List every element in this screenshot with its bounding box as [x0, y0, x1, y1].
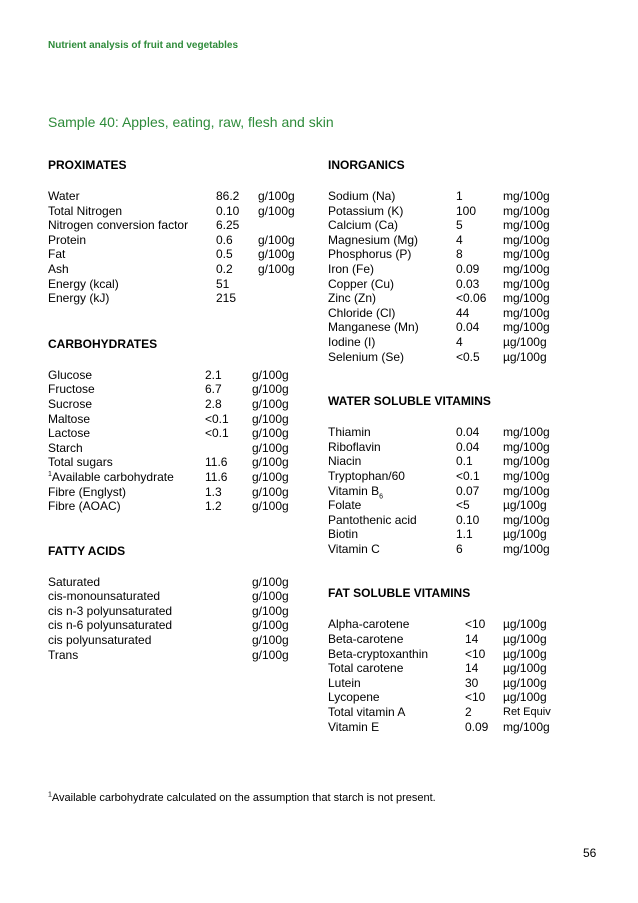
nutrient-name: [328, 469, 405, 484]
footnote-marker: 1: [48, 791, 52, 799]
table-row: [328, 189, 593, 204]
footnote-ref: 1: [48, 470, 52, 478]
nutrient-name: [328, 204, 403, 219]
table-row: [48, 455, 313, 470]
nutrient-name-text: Water: [48, 189, 80, 203]
nutrient-name: [48, 189, 80, 204]
table-row: [48, 368, 313, 383]
nutrient-name: [328, 262, 374, 277]
nutrient-value: 0.04: [456, 425, 480, 440]
nutrient-value: 14: [465, 661, 479, 676]
nutrient-value: <10: [465, 617, 486, 632]
nutrient-unit: g/100g: [252, 411, 289, 426]
nutrient-name-text: cis polyunsaturated: [48, 633, 152, 648]
table-row: [328, 720, 593, 735]
nutrient-value: <10: [465, 690, 486, 705]
table-row: [328, 306, 593, 321]
nutrient-name-text: Zinc (Zn): [328, 291, 376, 306]
nutrient-unit: mg/100g: [503, 719, 550, 734]
nutrient-name-text: Phosphorus (P): [328, 247, 412, 262]
table-row: [328, 247, 593, 262]
table-row: [48, 648, 313, 663]
nutrient-value: 6: [456, 541, 463, 556]
nutrient-unit: mg/100g: [503, 305, 550, 320]
nutrient-name-text: Biotin: [328, 527, 359, 542]
footnote-text: Available carbohydrate calculated on the assumption that starch is not present.: [51, 792, 436, 804]
nutrient-name: [48, 397, 92, 412]
table-row: [48, 633, 313, 648]
nutrient-name-text: Vitamin C: [328, 541, 380, 556]
nutrient-name: [328, 291, 376, 306]
table-row: [48, 575, 313, 590]
table-row: [328, 469, 593, 484]
table-row: [48, 470, 313, 485]
nutrient-name: [328, 277, 394, 292]
nutrient-value: 6.7: [205, 382, 222, 397]
table-row: [328, 425, 593, 440]
table-row: [48, 604, 313, 619]
nutrient-name-text: Iron (Fe): [328, 261, 375, 276]
table-row: [328, 676, 593, 691]
nutrient-value: 0.10: [456, 512, 480, 527]
nutrient-name-text: Niacin: [328, 454, 362, 469]
nutrient-value: 30: [465, 675, 479, 690]
nutrient-name-text: Trans: [48, 647, 79, 662]
page-number: 56: [583, 846, 597, 860]
nutrient-name-text: Available carbohydrate: [51, 469, 174, 484]
nutrient-name: [328, 705, 405, 720]
nutrient-value: 0.10: [216, 203, 240, 218]
table-row: [328, 513, 593, 528]
nutrient-name: [328, 647, 428, 662]
nutrient-name-text: Nitrogen conversion factor: [48, 218, 189, 233]
nutrient-name-text: Starch: [48, 440, 83, 455]
nutrient-name: [48, 204, 122, 219]
nutrient-name-text: Maltose: [48, 411, 91, 426]
table-row: [328, 542, 593, 557]
nutrient-value: 1.2: [205, 499, 222, 514]
nutrient-name: [48, 455, 113, 470]
nutrient-name-text: Iodine (I): [328, 334, 376, 349]
table-row: [48, 247, 313, 262]
nutrient-name: [48, 575, 100, 590]
nutrient-name-text: Protein: [48, 232, 87, 247]
table-row: [328, 350, 593, 365]
nutrient-unit: g/100g: [252, 469, 289, 484]
nutrient-name-text: Fat: [48, 247, 66, 262]
table-row: [328, 661, 593, 676]
nutrient-name-text: Sucrose: [48, 396, 93, 411]
nutrient-unit: µg/100g: [503, 690, 547, 705]
nutrient-value: 0.5: [216, 247, 233, 262]
inorganics-table: [328, 189, 593, 364]
nutrient-value: <5: [456, 498, 470, 513]
nutrient-unit: mg/100g: [503, 512, 550, 527]
nutrient-value: 0.07: [456, 483, 480, 498]
nutrient-name-text: Chloride (Cl): [328, 305, 396, 320]
nutrient-name: [48, 604, 172, 619]
nutrient-name-text: Total vitamin A: [328, 705, 406, 720]
nutrient-unit: µg/100g: [503, 646, 547, 661]
nutrient-name-text: Potassium (K): [328, 203, 404, 218]
nutrient-value: 4: [456, 232, 463, 247]
fat-soluble-vitamins-table: [328, 617, 593, 734]
table-row: [48, 277, 313, 292]
table-row: [48, 499, 313, 514]
nutrient-name-text: Riboflavin: [328, 439, 381, 454]
nutrient-name-text: Energy (kJ): [48, 291, 110, 306]
nutrient-name: [48, 633, 151, 648]
nutrient-name: [328, 218, 398, 233]
table-row: [48, 618, 313, 633]
table-row: [328, 320, 593, 335]
nutrient-value: 2: [465, 705, 472, 720]
nutrient-name-text: Alpha-carotene: [328, 617, 410, 632]
table-row: [328, 454, 593, 469]
table-row: [48, 589, 313, 604]
nutrient-name: [328, 720, 379, 735]
nutrient-unit: g/100g: [258, 232, 295, 247]
nutrient-name-text: Fibre (Englyst): [48, 484, 127, 499]
table-row: [48, 441, 313, 456]
nutrient-name-text: Folate: [328, 498, 362, 513]
table-row: [328, 527, 593, 542]
table-row: [328, 277, 593, 292]
nutrient-name: [48, 470, 174, 485]
nutrient-unit: mg/100g: [503, 320, 550, 335]
nutrient-value: 0.09: [456, 261, 480, 276]
table-row: [328, 262, 593, 277]
nutrient-name-text: Thiamin: [328, 425, 371, 440]
table-row: [328, 498, 593, 513]
nutrient-value: 100: [456, 203, 477, 218]
nutrient-unit: mg/100g: [503, 483, 550, 498]
nutrient-unit: µg/100g: [503, 334, 547, 349]
nutrient-name-text: Beta-cryptoxanthin: [328, 646, 429, 661]
nutrient-unit: mg/100g: [503, 189, 550, 203]
nutrient-unit: g/100g: [252, 574, 289, 589]
nutrient-unit: g/100g: [252, 484, 289, 499]
nutrient-name: [328, 661, 403, 676]
nutrient-name: [328, 335, 375, 350]
nutrient-unit: g/100g: [252, 499, 289, 514]
nutrient-unit: µg/100g: [503, 632, 547, 647]
nutrient-name: [48, 485, 126, 500]
nutrient-name-text: Vitamin B: [328, 483, 380, 498]
sample-title: Sample 40: Apples, eating, raw, flesh and skin: [48, 114, 334, 130]
nutrient-value: <0.1: [456, 468, 480, 483]
nutrient-value: 0.2: [216, 261, 233, 276]
table-row: [48, 485, 313, 500]
nutrient-unit: mg/100g: [503, 439, 550, 454]
nutrient-unit: g/100g: [252, 589, 289, 604]
nutrient-value: 14: [465, 632, 479, 647]
nutrient-name-text: Total sugars: [48, 455, 113, 470]
nutrient-name: [328, 513, 417, 528]
table-row: [48, 382, 313, 397]
table-row: [48, 426, 313, 441]
table-row: [48, 412, 313, 427]
nutrient-value: 2.1: [205, 367, 222, 382]
nutrient-value: 1: [456, 189, 463, 203]
nutrient-name: [328, 320, 419, 335]
proximates-heading: PROXIMATES: [48, 158, 127, 172]
nutrient-value: <0.1: [205, 411, 229, 426]
nutrient-unit: g/100g: [252, 647, 289, 662]
nutrient-name: [328, 440, 381, 455]
nutrient-name: [328, 425, 371, 440]
nutrient-name: [48, 277, 119, 292]
nutrient-unit: µg/100g: [503, 349, 547, 364]
nutrient-value: 0.1: [456, 454, 473, 469]
nutrient-name-text: Ash: [48, 261, 69, 276]
nutrient-name: [48, 412, 90, 427]
nutrient-name-text: Fructose: [48, 382, 95, 397]
nutrient-unit: mg/100g: [503, 541, 550, 556]
nutrient-unit: mg/100g: [503, 218, 550, 233]
footnote: [48, 792, 436, 804]
table-row: [48, 233, 313, 248]
nutrient-name: [328, 498, 361, 513]
nutrient-value: 1.1: [456, 527, 473, 542]
table-row: [328, 204, 593, 219]
inorganics-heading: INORGANICS: [328, 158, 405, 172]
nutrient-name: [328, 676, 361, 691]
nutrient-unit: µg/100g: [503, 527, 547, 542]
nutrient-unit: µg/100g: [503, 675, 547, 690]
table-row: [48, 291, 313, 306]
nutrient-unit: g/100g: [252, 440, 289, 455]
nutrient-name: [48, 247, 65, 262]
nutrient-unit: g/100g: [252, 382, 289, 397]
nutrient-value: <0.06: [456, 291, 487, 306]
table-row: [328, 218, 593, 233]
nutrient-name: [48, 589, 160, 604]
fat-soluble-vitamins-heading: FAT SOLUBLE VITAMINS: [328, 586, 471, 601]
nutrient-value: 0.6: [216, 232, 233, 247]
table-row: [328, 617, 593, 632]
nutrient-unit: g/100g: [252, 426, 289, 441]
fatty-acids-table: [48, 575, 313, 663]
table-row: [48, 397, 313, 412]
nutrient-unit: mg/100g: [503, 425, 550, 440]
nutrient-unit: µg/100g: [503, 661, 547, 676]
table-row: [328, 233, 593, 248]
nutrient-value: 0.04: [456, 439, 480, 454]
carbohydrates-table: [48, 368, 313, 514]
nutrient-name: [328, 454, 361, 469]
nutrient-unit: g/100g: [258, 261, 295, 276]
nutrient-value: 4: [456, 334, 463, 349]
table-row: [48, 204, 313, 219]
nutrient-name-text: Lycopene: [328, 690, 380, 705]
nutrient-name: [48, 441, 83, 456]
nutrient-unit: mg/100g: [503, 454, 550, 469]
table-row: [328, 440, 593, 455]
nutrient-name-text: Fibre (AOAC): [48, 499, 121, 514]
nutrient-name-text: Tryptophan/60: [328, 468, 405, 483]
nutrient-unit: Ret Equiv: [503, 706, 551, 719]
nutrient-name-text: Calcium (Ca): [328, 218, 399, 233]
nutrient-value: 11.6: [205, 469, 228, 484]
left-column: [48, 158, 313, 662]
proximates-table: [48, 189, 313, 306]
nutrient-name-text: Beta-carotene: [328, 632, 404, 647]
nutrient-name: [48, 426, 90, 441]
nutrient-value: <0.5: [456, 349, 480, 364]
table-row: [328, 705, 593, 720]
nutrient-unit: mg/100g: [503, 247, 550, 262]
nutrient-value: <0.1: [205, 426, 229, 441]
nutrient-name-text: Energy (kcal): [48, 276, 119, 291]
nutrient-value: 0.04: [456, 320, 480, 335]
nutrient-value: <10: [465, 646, 486, 661]
nutrient-unit: g/100g: [258, 203, 295, 218]
nutrient-value: 11.6: [205, 455, 228, 470]
nutrient-name-text: Lactose: [48, 426, 91, 441]
nutrient-name: [328, 350, 404, 365]
nutrient-name: [328, 233, 418, 248]
table-row: [328, 291, 593, 306]
nutrient-unit: mg/100g: [503, 203, 550, 218]
table-row: [328, 647, 593, 662]
running-header: Nutrient analysis of fruit and vegetables: [48, 40, 239, 51]
nutrient-name: [48, 648, 78, 663]
nutrient-value: 1.3: [205, 484, 222, 499]
nutrient-unit: mg/100g: [503, 468, 550, 483]
nutrient-value: 44: [456, 305, 470, 320]
nutrient-name: [328, 527, 358, 542]
nutrient-value: 51: [216, 276, 230, 291]
nutrient-unit: g/100g: [252, 455, 289, 470]
nutrient-name: [328, 690, 380, 705]
nutrient-name-text: Saturated: [48, 574, 101, 589]
nutrient-name: [48, 291, 109, 306]
nutrient-value: 215: [216, 291, 237, 306]
nutrient-name-text: cis n-6 polyunsaturated: [48, 618, 173, 633]
nutrient-name-text: Magnesium (Mg): [328, 232, 419, 247]
nutrient-name-text: Lutein: [328, 675, 361, 690]
table-row: [328, 632, 593, 647]
nutrient-unit: g/100g: [252, 396, 289, 411]
nutrient-name-text: Selenium (Se): [328, 349, 405, 364]
nutrient-name-text: Glucose: [48, 367, 93, 382]
table-row: [328, 690, 593, 705]
nutrient-value: 8: [456, 247, 463, 262]
nutrient-unit: mg/100g: [503, 261, 550, 276]
nutrient-name-text: Total carotene: [328, 661, 404, 676]
nutrient-name: [328, 617, 409, 632]
nutrient-value: 2.8: [205, 396, 222, 411]
nutrient-name-text: Total Nitrogen: [48, 203, 123, 218]
nutrient-name: [48, 262, 69, 277]
nutrient-name: [48, 368, 92, 383]
nutrient-unit: g/100g: [252, 618, 289, 633]
nutrient-name: [328, 247, 411, 262]
nutrient-name-text: Pantothenic acid: [328, 512, 417, 527]
nutrient-unit: g/100g: [252, 633, 289, 648]
table-row: [328, 484, 593, 499]
nutrient-unit: g/100g: [258, 247, 295, 262]
nutrient-unit: g/100g: [258, 189, 295, 203]
table-row: [48, 218, 313, 233]
nutrient-value: 6.25: [216, 218, 240, 233]
nutrient-name: [328, 484, 383, 499]
fatty-acids-heading: FATTY ACIDS: [48, 543, 126, 558]
nutrient-name: [48, 233, 86, 248]
nutrient-name-text: Copper (Cu): [328, 276, 395, 291]
table-row: [48, 262, 313, 277]
nutrient-unit: mg/100g: [503, 291, 550, 306]
nutrient-name-text: Manganese (Mn): [328, 320, 419, 335]
right-column: [328, 158, 593, 734]
subscript: 6: [379, 492, 384, 500]
nutrient-unit: g/100g: [252, 367, 289, 382]
nutrient-unit: mg/100g: [503, 276, 550, 291]
water-soluble-vitamins-table: [328, 425, 593, 556]
nutrient-value: 86.2: [216, 189, 240, 203]
nutrient-name: [328, 632, 403, 647]
nutrient-name: [48, 499, 121, 514]
nutrient-name-text: cis-monounsaturated: [48, 589, 161, 604]
nutrient-value: 5: [456, 218, 463, 233]
nutrient-name: [328, 542, 380, 557]
nutrient-name: [48, 382, 95, 397]
table-row: [48, 189, 313, 204]
nutrient-name: [48, 218, 188, 233]
nutrient-name-text: cis n-3 polyunsaturated: [48, 603, 173, 618]
nutrient-name: [328, 189, 395, 204]
nutrient-unit: µg/100g: [503, 617, 547, 632]
nutrient-unit: mg/100g: [503, 232, 550, 247]
nutrient-name-text: Vitamin E: [328, 719, 380, 734]
table-row: [328, 335, 593, 350]
nutrient-value: 0.09: [465, 719, 489, 734]
nutrient-name: [328, 306, 395, 321]
carbohydrates-heading: CARBOHYDRATES: [48, 336, 158, 351]
water-soluble-vitamins-heading: WATER SOLUBLE VITAMINS: [328, 394, 491, 409]
nutrient-name: [48, 618, 172, 633]
nutrient-value: 0.03: [456, 276, 480, 291]
nutrient-name-text: Sodium (Na): [328, 189, 396, 203]
nutrient-unit: µg/100g: [503, 498, 547, 513]
nutrient-unit: g/100g: [252, 603, 289, 618]
